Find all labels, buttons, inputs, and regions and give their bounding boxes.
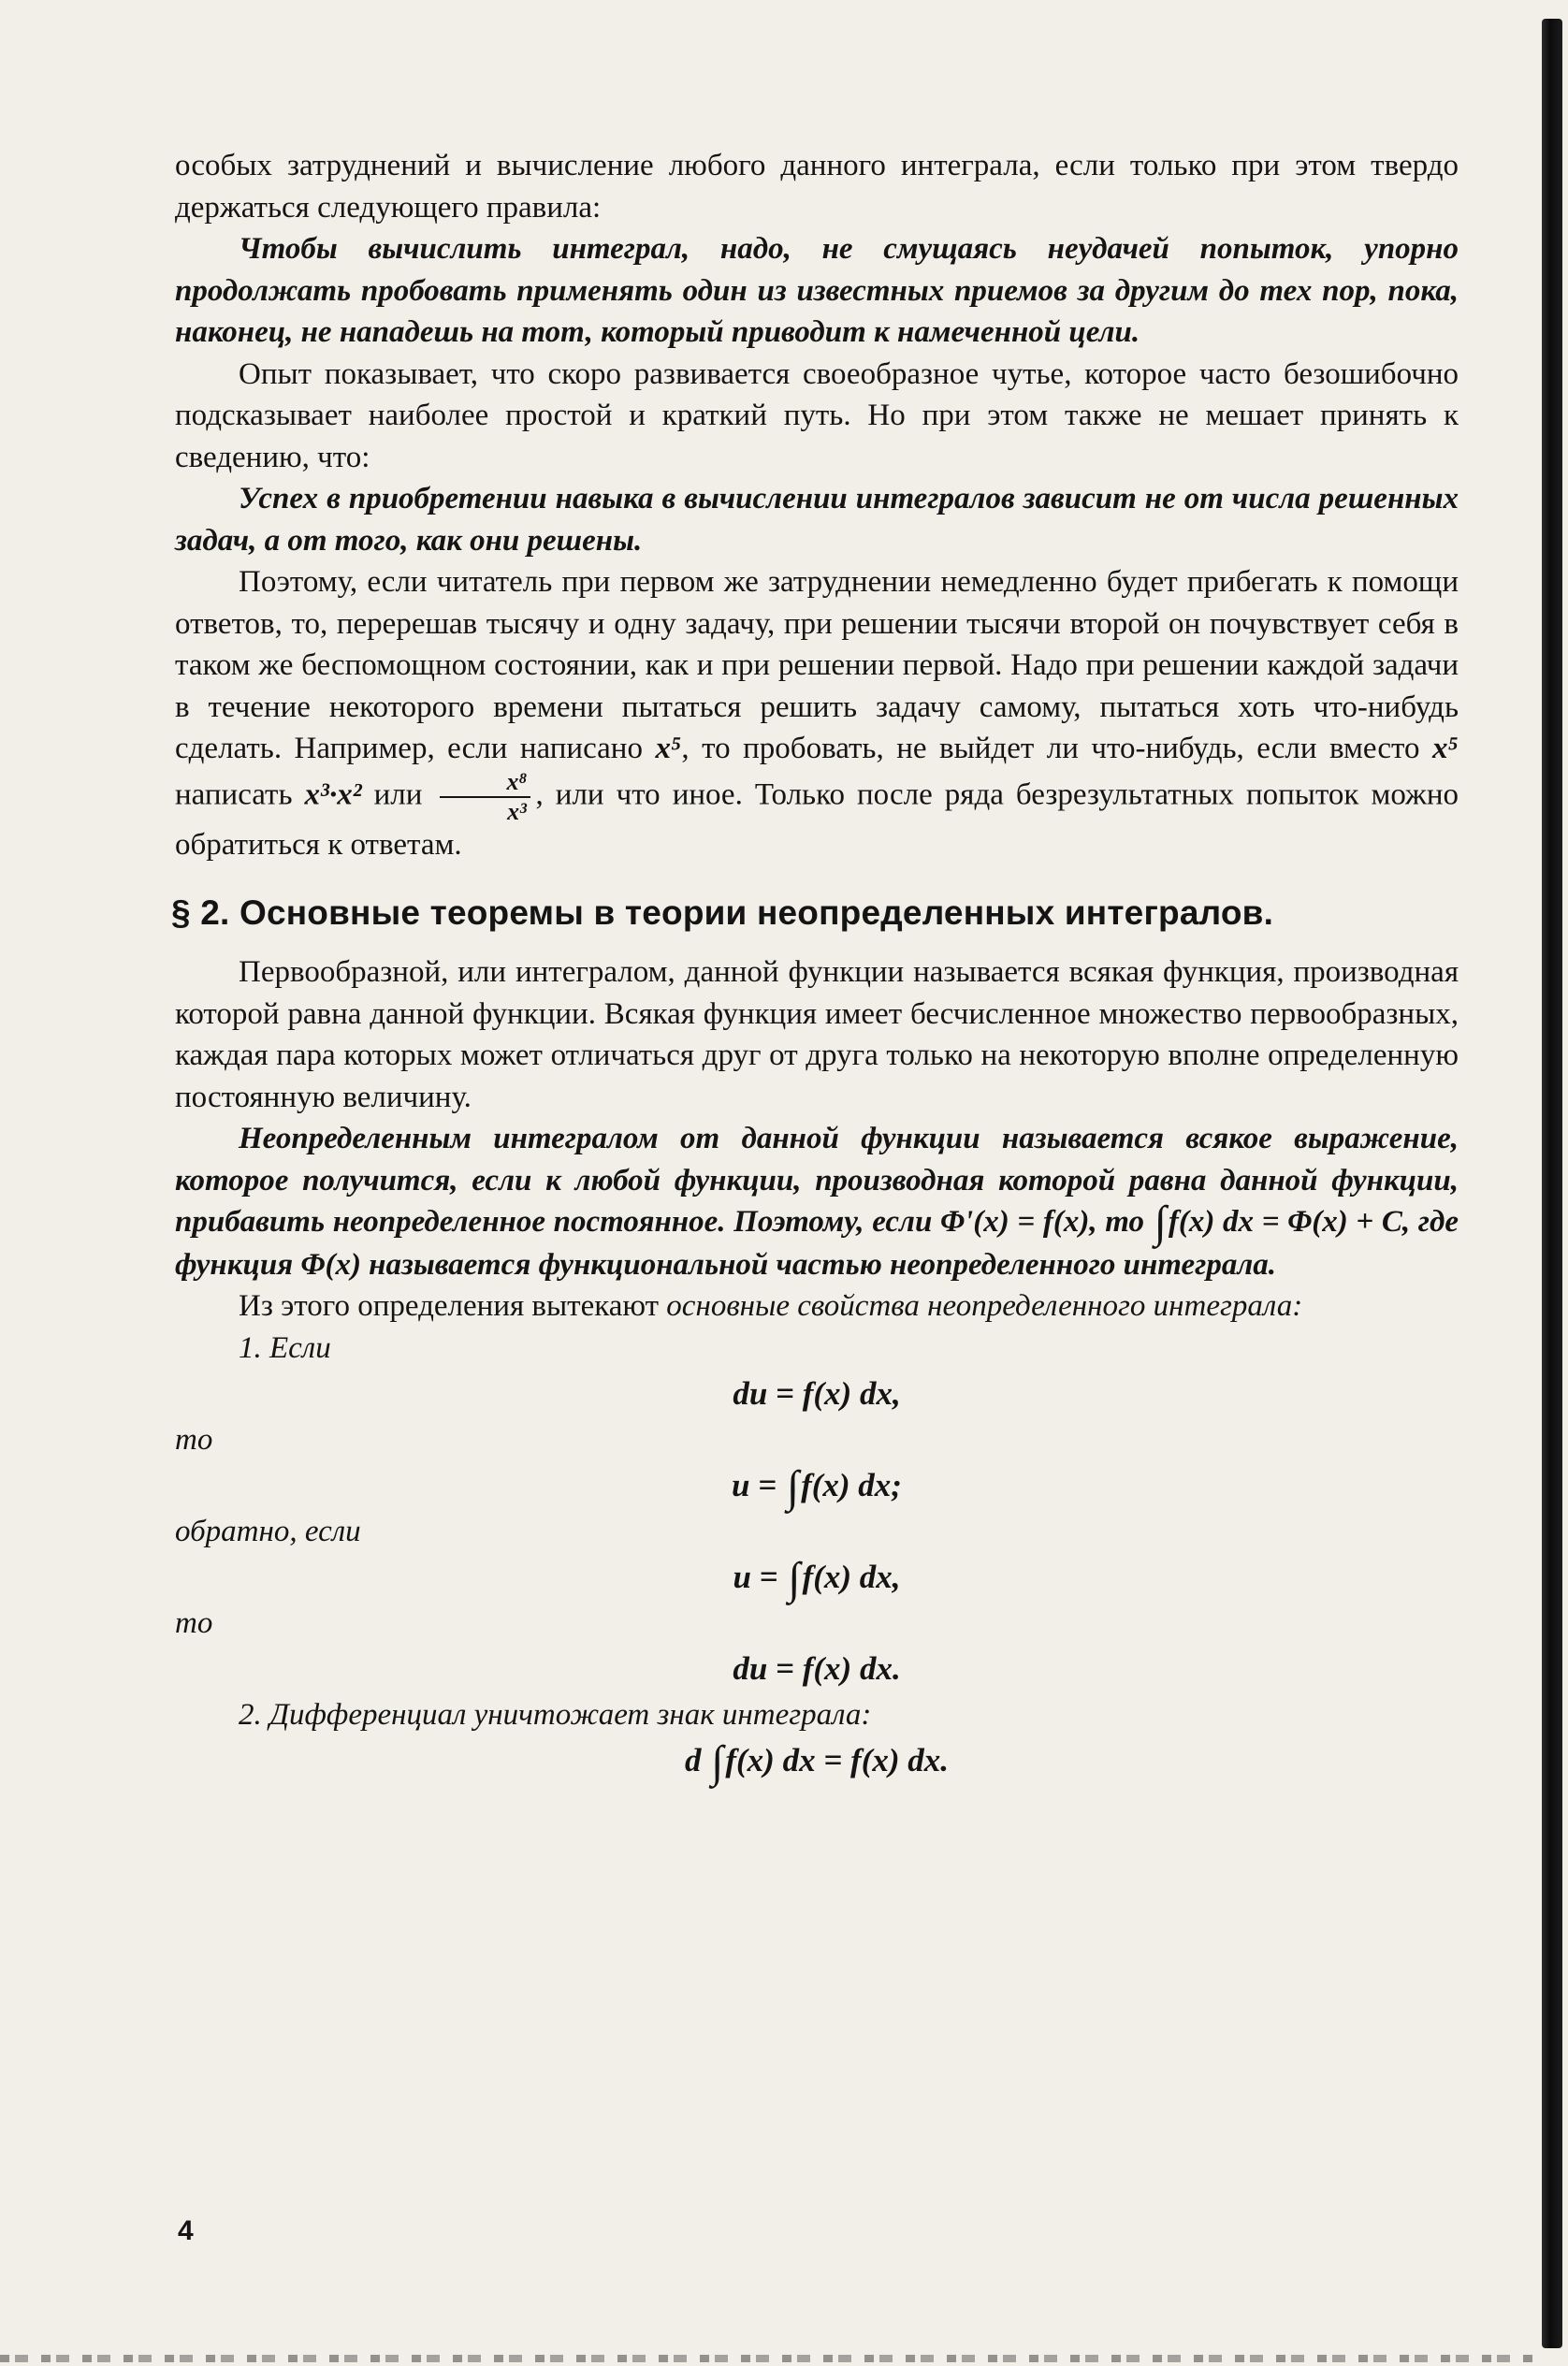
label-to-1: то [175,1422,213,1457]
formula-u-lhs: u = [732,1466,777,1503]
formula-u2-lhs: u = [733,1558,778,1595]
paragraph-intro: особых затруднений и вычисление любого данного интеграла, если только при этом твердо держаться следующего правила: [175,149,1459,225]
rule-italic: Чтобы вычислить интеграл, надо, не смущаясь неудачей попыток, упорно продолжать пробовать применять один из известных приемов за другим до тех пор, пока, наконец, не нападешь на тот, который приводит к намеченной цели. [175,232,1459,349]
formula-du-2: du = f(x) dx. [733,1649,901,1687]
advice-product: x³·x² [304,777,362,812]
scan-binding-edge [1542,19,1562,2348]
advice-x5: x⁵ [655,732,682,765]
label-conversely: обратно, если [175,1514,361,1548]
definition-text-a: Неопределенным интегралом от данной функции называется всякое выражение, которое получится, если к любой функции, производная которой равна данной функции, прибавить неопределенное постоянное. Поэтому, если Φ'(x) = f(x), то [175,1122,1459,1239]
advice-text-d: , или что иное. Только после ряда безрезультатных попыток можно обратиться к ответам. [175,777,1459,862]
formula-d-integral-sign: ∫ [711,1736,724,1787]
formula-d-integral [175,1736,1459,1787]
property-1-label: 1. Если [239,1330,331,1365]
paragraph-antiderivative: Первообразной, или интегралом, данной функции называется всякая функция, производная которой равна данной функции. Всякая функция имеет бесчисленное множество первообразных, каждая пара которых может отличаться друг от друга только на некоторую вполне определенную постоянную величину. [175,955,1459,1114]
definition-text-b: f(x) dx = Φ(x) + C, где функция Φ(x) называется функциональной частью неопределенного интеграла. [175,1205,1459,1282]
properties-intro: Из этого определения вытекают [239,1289,660,1323]
formula-u2-integral-sign: ∫ [788,1553,801,1604]
formula-u-integral [175,1461,1459,1512]
paragraph-advice [175,561,1459,865]
definition-italic [175,1118,1459,1285]
section-heading: § 2. Основные теоремы в теории неопределенных интегралов. [171,893,1274,932]
fraction-numerator: x⁸ [440,770,530,798]
advice-text-a: Поэтому, если читатель при первом же затруднении немедленно будет прибегать к помощи ответов, то, перерешав тысячу и одну задачу, при решении тысячи второй он почувствует себя в таком же беспомощном состоянии, как и при решении первой. Надо при решении каждой задачи в течение некоторого времени пытаться решить задачу самому, пытаться хоть что-нибудь сделать. Например, если написано [175,565,1459,765]
formula-u-integral-2 [175,1553,1459,1604]
formula-u-integral-sign: ∫ [786,1461,800,1512]
integral-sign: ∫ [1154,1198,1167,1247]
formula-d-rhs: f(x) dx = f(x) dx. [725,1741,950,1778]
scan-bottom-edge [0,2355,1534,2362]
success-italic: Успех в приобретении навыка в вычислении интегралов зависит не от числа решенных задач, а от того, как они решены. [175,482,1459,558]
formula-du: du = f(x) dx, [733,1374,901,1412]
page-body [171,145,1459,1787]
formula-u2-rhs: f(x) dx, [802,1558,901,1595]
page-number: 4 [178,2215,194,2246]
formula-d-lhs: d [684,1741,702,1778]
property-2-label: 2. Дифференциал уничтожает знак интеграла: [239,1697,872,1732]
advice-text-b: , то пробовать, не выйдет ли что-нибудь, если вместо [681,732,1420,765]
advice-or: или [373,777,423,812]
formula-u-rhs: f(x) dx; [801,1466,902,1503]
advice-fraction [440,767,530,825]
label-to-2: то [175,1605,213,1640]
properties-italic: основные свойства неопределенного интеграла: [666,1289,1303,1323]
paragraph-experience: Опыт показывает, что скоро развивается своеобразное чутье, которое часто безошибочно подсказывает наиболее простой и краткий путь. Но при этом также не мешает принять к сведению, что: [175,356,1459,474]
advice-text-c: написать [175,777,293,812]
paragraph-properties [175,1285,1459,1328]
fraction-denominator: x³ [507,797,527,825]
advice-x5-b: x⁵ [1432,732,1459,765]
